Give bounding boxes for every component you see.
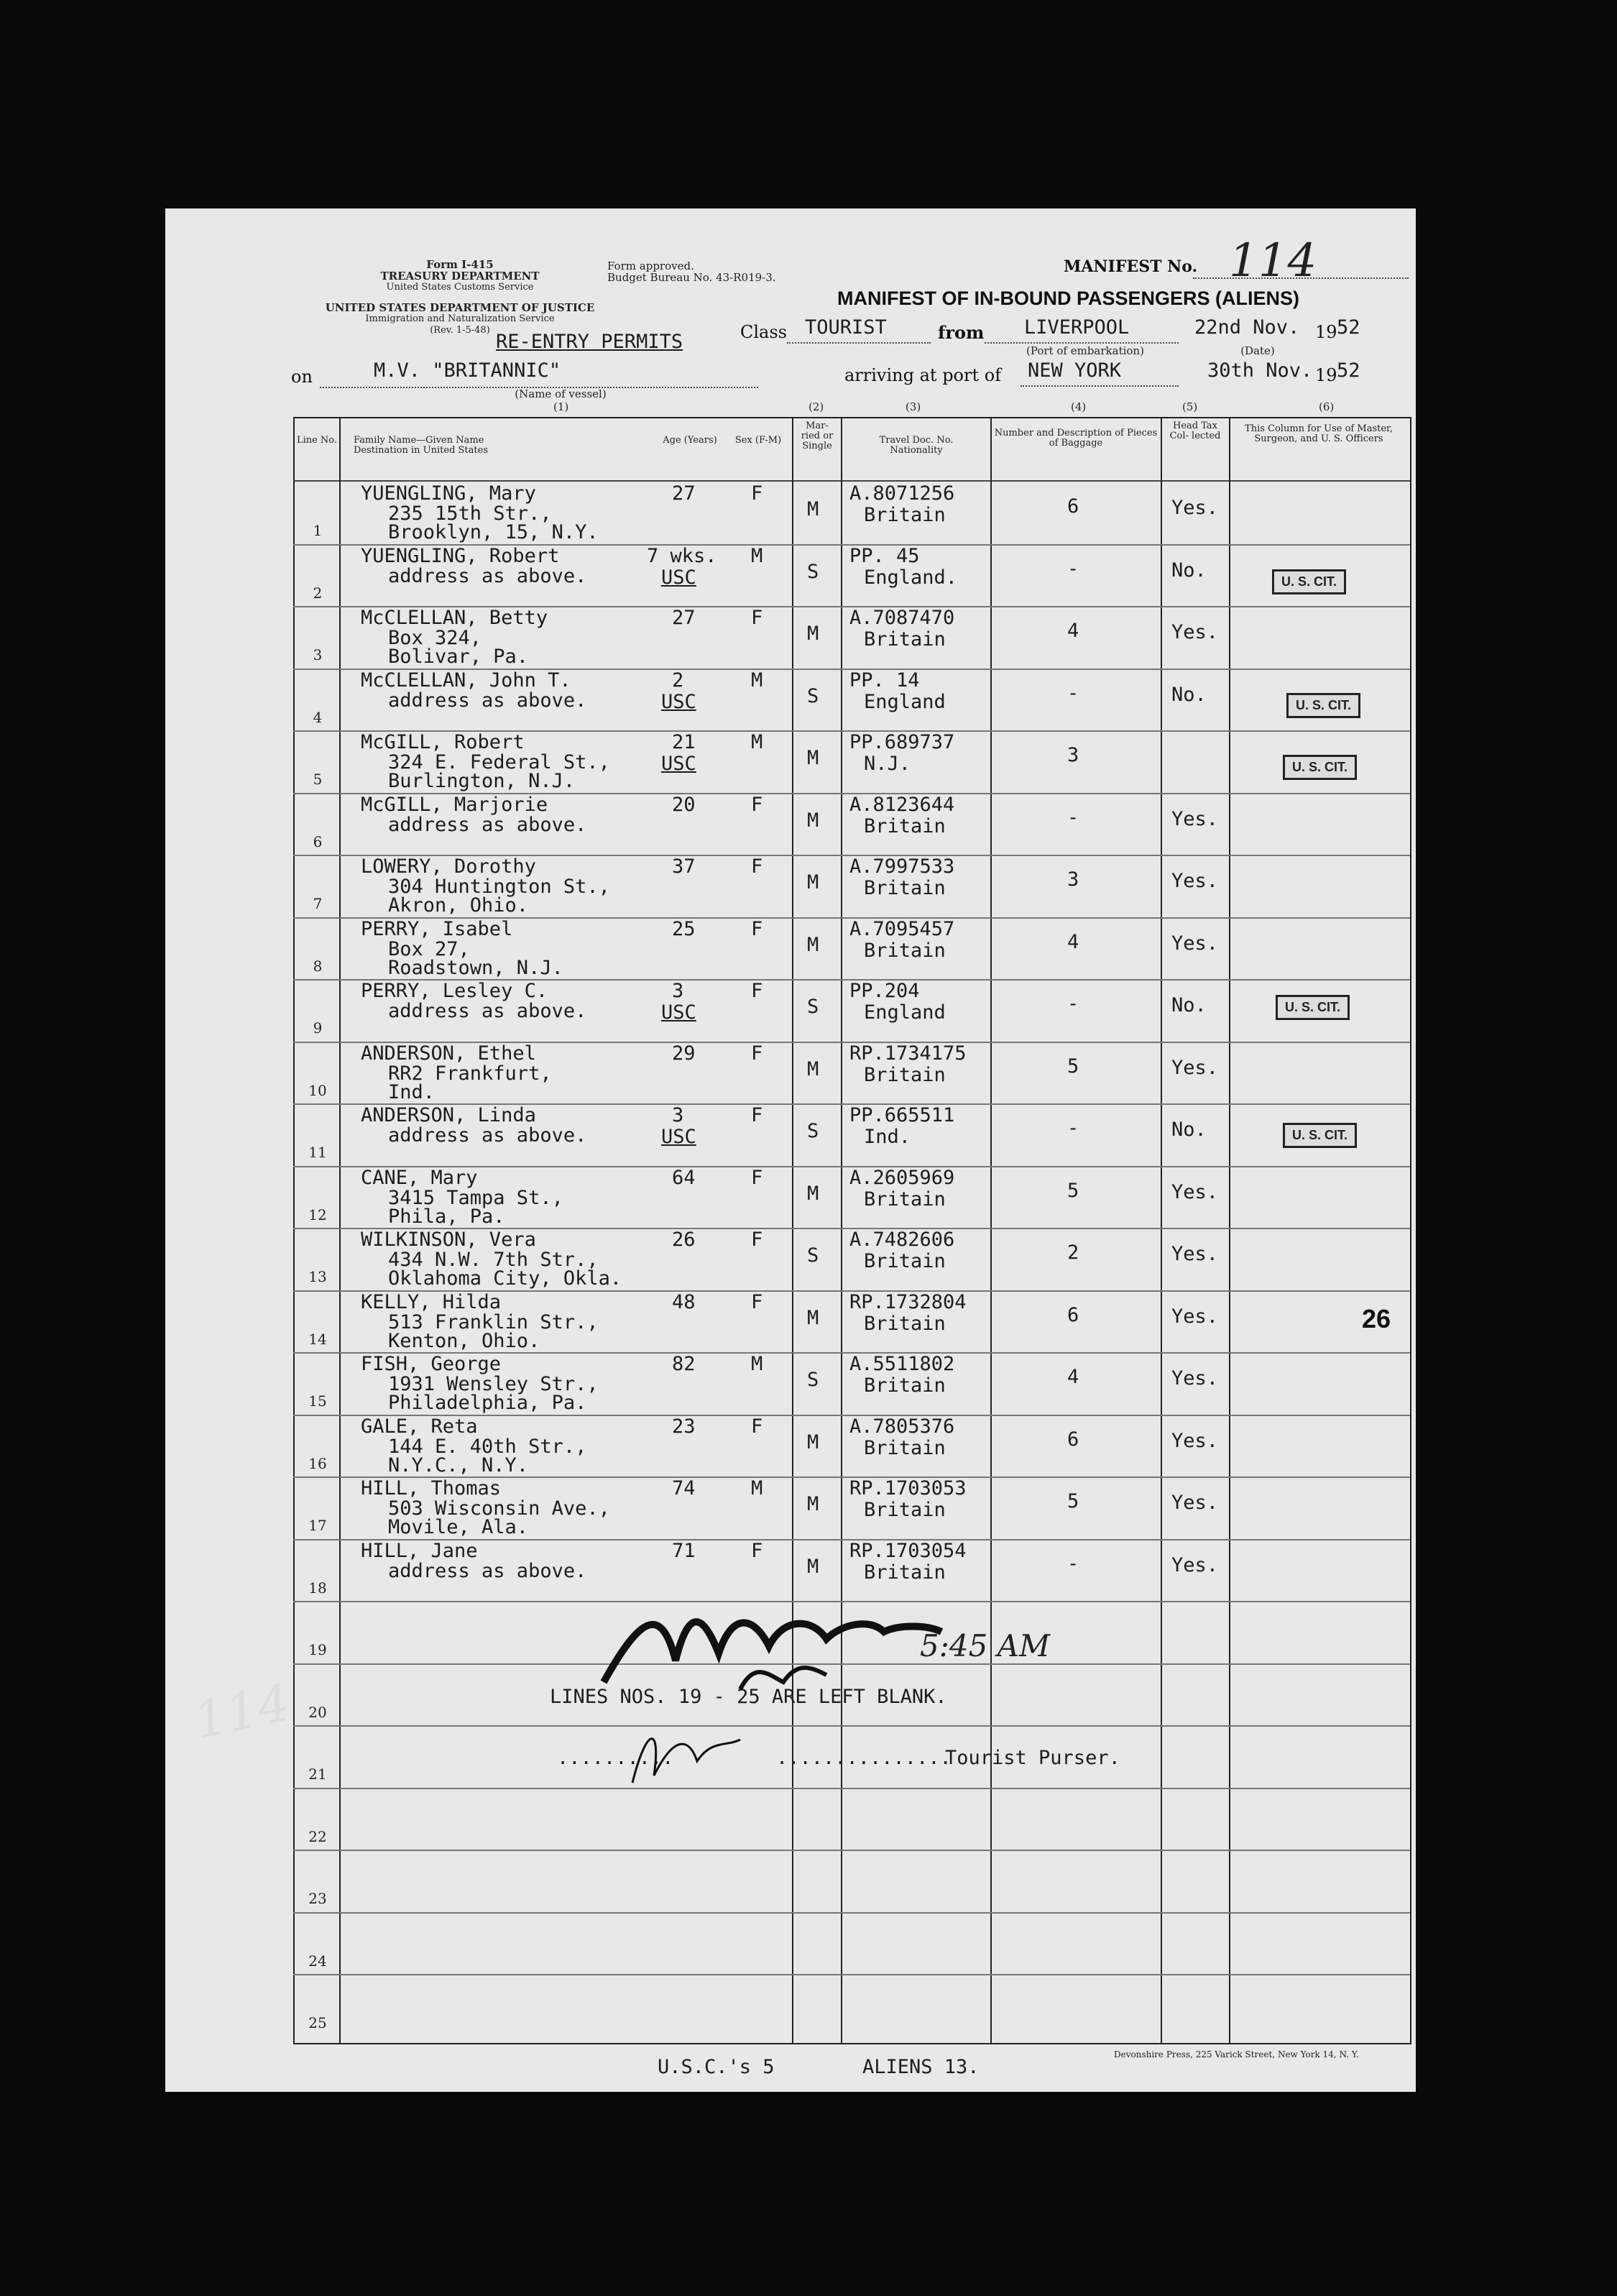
printer-credit: Devonshire Press, 225 Varick Street, New York 14, N. Y. bbox=[1114, 2049, 1360, 2059]
passenger-sex: F bbox=[751, 980, 763, 1002]
nationality: England bbox=[864, 1001, 946, 1024]
nationality: Ind. bbox=[864, 1126, 911, 1148]
col-header-headtax: Head Tax Col- lected bbox=[1169, 421, 1221, 441]
passenger-sex: F bbox=[751, 607, 763, 629]
passenger-address: RR2 Frankfurt, bbox=[388, 1062, 552, 1085]
usc-mark: USC bbox=[661, 690, 696, 713]
head-tax: No. bbox=[1171, 994, 1207, 1016]
passenger-age: 27 bbox=[672, 482, 696, 505]
baggage-count: 6 bbox=[1067, 1428, 1079, 1451]
passenger-sex: M bbox=[751, 1353, 763, 1375]
baggage-count: - bbox=[1067, 557, 1079, 580]
nationality: Britain bbox=[864, 877, 946, 899]
from-line bbox=[985, 342, 1179, 344]
baggage-count: 5 bbox=[1067, 1179, 1079, 1202]
ins-service: Immigration and Naturalization Service bbox=[365, 313, 555, 324]
passenger-name: McCLELLAN, Betty bbox=[361, 607, 548, 629]
passenger-name: CANE, Mary bbox=[361, 1166, 478, 1189]
purser-signature bbox=[618, 1711, 762, 1797]
marital-status: M bbox=[807, 933, 819, 956]
line-number: 4 bbox=[313, 708, 323, 726]
line-number: 18 bbox=[308, 1579, 327, 1597]
line-number: 6 bbox=[313, 832, 323, 850]
year1-prefix: 19 bbox=[1315, 322, 1337, 342]
nationality: Britain bbox=[864, 1374, 946, 1397]
nationality: Britain bbox=[864, 1312, 946, 1335]
col-divider bbox=[339, 417, 341, 2043]
passenger-age: 74 bbox=[672, 1477, 696, 1500]
travel-doc-number: PP.665511 bbox=[849, 1104, 955, 1126]
passenger-name: GALE, Reta bbox=[361, 1415, 478, 1438]
header-divider bbox=[293, 480, 1410, 482]
col-header-name: Family Name—Given Name Destination in United States bbox=[354, 435, 488, 456]
line-number: 19 bbox=[308, 1641, 327, 1658]
passenger-name: McCLELLAN, John T. bbox=[361, 669, 571, 692]
passenger-age: 23 bbox=[672, 1415, 696, 1438]
us-cit-stamp: U. S. CIT. bbox=[1286, 693, 1360, 718]
form-approved: Form approved. bbox=[607, 260, 694, 272]
from-caption: (Port of embarkation) bbox=[1026, 344, 1144, 357]
treasury-dept: TREASURY DEPARTMENT bbox=[380, 270, 540, 283]
marital-status: S bbox=[807, 1244, 819, 1267]
vessel-name: M.V. "BRITANNIC" bbox=[374, 359, 561, 382]
colnum-2: (2) bbox=[808, 400, 824, 413]
class-label: Class bbox=[740, 322, 787, 342]
us-cit-stamp: U. S. CIT. bbox=[1272, 569, 1346, 594]
passenger-name: ANDERSON, Ethel bbox=[361, 1042, 536, 1065]
line-number: 5 bbox=[313, 771, 323, 788]
passenger-sex: M bbox=[751, 544, 763, 567]
passenger-sex: M bbox=[751, 1477, 763, 1500]
head-tax: No. bbox=[1171, 1119, 1207, 1141]
passenger-address-2: Kenton, Ohio. bbox=[388, 1329, 540, 1352]
form-number: Form I-415 bbox=[426, 258, 494, 271]
passenger-name: YUENGLING, Robert bbox=[361, 544, 560, 567]
nationality: Britain bbox=[864, 1188, 946, 1211]
nationality: Britain bbox=[864, 1063, 946, 1086]
port-value: NEW YORK bbox=[1028, 359, 1122, 382]
us-cit-stamp: U. S. CIT. bbox=[1283, 1123, 1357, 1148]
passenger-address: address as above. bbox=[388, 689, 587, 712]
travel-doc-number: PP. 45 bbox=[849, 544, 920, 567]
col-header-line: Line No. bbox=[296, 435, 338, 446]
footer-usc-count: U.S.C.'s 5 bbox=[658, 2056, 775, 2078]
travel-doc-number: A.7095457 bbox=[849, 917, 955, 940]
officer-mark-26: 26 bbox=[1362, 1304, 1391, 1333]
passenger-age: 27 bbox=[672, 607, 696, 629]
port-line bbox=[1021, 385, 1179, 387]
baggage-count: 4 bbox=[1067, 930, 1079, 953]
passenger-address-2: Philadelphia, Pa. bbox=[388, 1392, 587, 1414]
marital-status: M bbox=[807, 1306, 819, 1329]
year1-value: 52 bbox=[1337, 316, 1360, 339]
head-tax: Yes. bbox=[1171, 1429, 1219, 1452]
passenger-name: HILL, Jane bbox=[361, 1539, 478, 1562]
head-tax: Yes. bbox=[1171, 1243, 1219, 1265]
passenger-age: 25 bbox=[672, 917, 696, 940]
marital-status: S bbox=[807, 1369, 819, 1391]
col-header-travel: Travel Doc. No. Nationality bbox=[879, 435, 954, 456]
passenger-address: address as above. bbox=[388, 1559, 587, 1582]
us-cit-stamp: U. S. CIT. bbox=[1283, 755, 1357, 780]
nationality: Britain bbox=[864, 1561, 946, 1584]
baggage-count: 5 bbox=[1067, 1490, 1079, 1512]
handwritten-time: 5:45 AM bbox=[920, 1628, 1051, 1663]
usc-mark: USC bbox=[661, 753, 696, 775]
passenger-age: 71 bbox=[672, 1539, 696, 1562]
travel-doc-number: PP. 14 bbox=[849, 669, 920, 692]
passenger-name: PERRY, Lesley C. bbox=[361, 980, 548, 1002]
line-number: 24 bbox=[308, 1952, 327, 1970]
col-header-officers: This Column for Use of Master, Surgeon, and U. S. Officers bbox=[1245, 423, 1393, 444]
travel-doc-number: RP.1703054 bbox=[849, 1539, 967, 1562]
line-number: 2 bbox=[313, 584, 323, 602]
nationality: Britain bbox=[864, 1436, 946, 1459]
passenger-address: address as above. bbox=[388, 813, 587, 836]
passenger-address: 513 Franklin Str., bbox=[388, 1310, 599, 1333]
line-number: 14 bbox=[308, 1330, 327, 1348]
manifest-page bbox=[165, 208, 1416, 2092]
passenger-name: ANDERSON, Linda bbox=[361, 1104, 536, 1126]
passenger-address: address as above. bbox=[388, 564, 587, 587]
line-number: 25 bbox=[308, 2014, 327, 2031]
class-line bbox=[787, 342, 931, 344]
travel-doc-number: A.7805376 bbox=[849, 1415, 955, 1438]
nationality: Britain bbox=[864, 504, 946, 526]
passenger-name: HILL, Thomas bbox=[361, 1477, 502, 1500]
re-entry-permits: RE-ENTRY PERMITS bbox=[496, 331, 683, 353]
colnum-3: (3) bbox=[906, 400, 921, 413]
line-number: 10 bbox=[308, 1081, 327, 1099]
nationality: N.J. bbox=[864, 753, 911, 775]
colnum-5: (5) bbox=[1182, 400, 1198, 413]
year2-value: 52 bbox=[1337, 359, 1360, 382]
line-number: 1 bbox=[313, 522, 323, 539]
passenger-sex: F bbox=[751, 1104, 763, 1126]
line-number: 20 bbox=[308, 1703, 327, 1721]
passenger-address-2: Roadstown, N.J. bbox=[388, 956, 563, 979]
baggage-count: 2 bbox=[1067, 1241, 1079, 1264]
passenger-address-2: Bolivar, Pa. bbox=[388, 646, 529, 668]
travel-doc-number: A.7997533 bbox=[849, 855, 955, 878]
footer-aliens-count: ALIENS 13. bbox=[862, 2056, 980, 2078]
head-tax: Yes. bbox=[1171, 1056, 1219, 1079]
passenger-address: 235 15th Str., bbox=[388, 502, 552, 525]
passenger-age: 2 bbox=[672, 669, 684, 692]
col-header-married: Mar- ried or Single bbox=[801, 421, 834, 451]
passenger-age: 48 bbox=[672, 1290, 696, 1313]
passenger-age: 21 bbox=[672, 731, 696, 753]
vessel-caption: (Name of vessel) bbox=[515, 387, 607, 400]
passenger-address-2: Movile, Ala. bbox=[388, 1516, 529, 1538]
marital-status: S bbox=[807, 996, 819, 1018]
class-value: TOURIST bbox=[805, 316, 887, 339]
passenger-sex: F bbox=[751, 1290, 763, 1313]
baggage-count: 5 bbox=[1067, 1055, 1079, 1078]
passenger-address-2: Burlington, N.J. bbox=[388, 770, 576, 792]
date2-value: 30th Nov. bbox=[1207, 359, 1313, 382]
line-number: 8 bbox=[313, 957, 323, 975]
passenger-sex: F bbox=[751, 1415, 763, 1438]
baggage-count: - bbox=[1067, 681, 1079, 704]
passenger-sex: F bbox=[751, 1229, 763, 1251]
nationality: England bbox=[864, 690, 946, 713]
baggage-count: - bbox=[1067, 1117, 1079, 1139]
passenger-sex: F bbox=[751, 1539, 763, 1562]
baggage-count: - bbox=[1067, 806, 1079, 829]
col-divider bbox=[1229, 417, 1230, 2043]
passenger-name: YUENGLING, Mary bbox=[361, 482, 536, 505]
passenger-address: address as above. bbox=[388, 1000, 587, 1022]
col-header-sex: Sex (F-M) bbox=[734, 435, 782, 446]
margin-handwritten-114: 114 bbox=[188, 1673, 295, 1750]
passenger-age: 29 bbox=[672, 1042, 696, 1065]
head-tax: Yes. bbox=[1171, 932, 1219, 955]
head-tax: Yes. bbox=[1171, 1305, 1219, 1328]
manifest-title: MANIFEST OF IN-BOUND PASSENGERS (ALIENS) bbox=[837, 288, 1300, 309]
travel-doc-number: A.8123644 bbox=[849, 793, 955, 816]
passenger-address-2: Ind. bbox=[388, 1080, 436, 1103]
passenger-age: 3 bbox=[672, 980, 684, 1002]
usc-mark: USC bbox=[661, 1001, 696, 1024]
passenger-age: 64 bbox=[672, 1166, 696, 1189]
baggage-count: - bbox=[1067, 1552, 1079, 1575]
marital-status: M bbox=[807, 498, 819, 520]
line-number: 12 bbox=[308, 1206, 327, 1223]
passenger-name: LOWERY, Dorothy bbox=[361, 855, 536, 878]
passenger-address: address as above. bbox=[388, 1124, 587, 1147]
arriving-label: arriving at port of bbox=[844, 365, 1002, 385]
passenger-sex: M bbox=[751, 669, 763, 692]
line-number: 13 bbox=[308, 1268, 327, 1285]
passenger-address-2: Brooklyn, 15, N.Y. bbox=[388, 521, 599, 543]
passenger-address: 503 Wisconsin Ave., bbox=[388, 1497, 610, 1520]
nationality: England. bbox=[864, 566, 958, 589]
purser-dots: .......... bbox=[557, 1747, 674, 1769]
date1-value: 22nd Nov. bbox=[1194, 316, 1300, 339]
passenger-age: 3 bbox=[672, 1104, 684, 1126]
head-tax: Yes. bbox=[1171, 497, 1219, 519]
row-divider bbox=[293, 1725, 1410, 1727]
head-tax: Yes. bbox=[1171, 1492, 1219, 1514]
marital-status: M bbox=[807, 1431, 819, 1454]
passenger-address: Box 27, bbox=[388, 937, 470, 960]
line-number: 9 bbox=[313, 1019, 323, 1037]
col-header-baggage: Number and Description of Pieces of Baggage bbox=[994, 428, 1158, 449]
passenger-name: WILKINSON, Vera bbox=[361, 1229, 536, 1251]
passenger-name: McGILL, Robert bbox=[361, 731, 525, 753]
col-divider bbox=[1161, 417, 1162, 2043]
travel-doc-number: PP.689737 bbox=[849, 731, 955, 753]
passenger-address-2: Akron, Ohio. bbox=[388, 894, 529, 917]
passenger-name: FISH, George bbox=[361, 1353, 502, 1375]
revision: (Rev. 1-5-48) bbox=[430, 325, 490, 336]
nationality: Britain bbox=[864, 1250, 946, 1272]
line-number: 23 bbox=[308, 1890, 327, 1907]
marital-status: S bbox=[807, 1120, 819, 1142]
passenger-sex: F bbox=[751, 793, 763, 816]
marital-status: M bbox=[807, 1182, 819, 1205]
marital-status: M bbox=[807, 1493, 819, 1515]
passenger-age: 82 bbox=[672, 1353, 696, 1375]
head-tax: Yes. bbox=[1171, 870, 1219, 892]
usc-mark: USC bbox=[661, 566, 696, 589]
head-tax: Yes. bbox=[1171, 1367, 1219, 1390]
passenger-sex: F bbox=[751, 482, 763, 505]
marital-status: M bbox=[807, 1057, 819, 1080]
passenger-sex: F bbox=[751, 1042, 763, 1065]
marital-status: S bbox=[807, 684, 819, 707]
line-number: 15 bbox=[308, 1392, 327, 1410]
colnum-4: (4) bbox=[1071, 400, 1087, 413]
baggage-count: - bbox=[1067, 993, 1079, 1015]
purser-dots-2: ............... bbox=[776, 1747, 952, 1769]
line-number: 22 bbox=[308, 1827, 327, 1845]
row-divider bbox=[293, 1974, 1410, 1975]
passenger-sex: F bbox=[751, 855, 763, 878]
passenger-name: KELLY, Hilda bbox=[361, 1290, 502, 1313]
travel-doc-number: A.7482606 bbox=[849, 1229, 955, 1251]
colnum-1: (1) bbox=[553, 400, 569, 413]
travel-doc-number: A.8071256 bbox=[849, 482, 955, 505]
passenger-address-2: Oklahoma City, Okla. bbox=[388, 1267, 622, 1290]
row-divider bbox=[293, 1912, 1410, 1914]
passenger-address: 304 Huntington St., bbox=[388, 876, 610, 898]
nationality: Britain bbox=[864, 628, 946, 651]
row-divider bbox=[293, 1788, 1410, 1789]
head-tax: Yes. bbox=[1171, 1180, 1219, 1203]
passenger-address: 144 E. 40th Str., bbox=[388, 1435, 587, 1458]
marital-status: M bbox=[807, 747, 819, 769]
baggage-count: 4 bbox=[1067, 1366, 1079, 1388]
col-divider bbox=[841, 417, 842, 2043]
nationality: Britain bbox=[864, 814, 946, 837]
passenger-sex: F bbox=[751, 917, 763, 940]
travel-doc-number: PP.204 bbox=[849, 980, 920, 1002]
purser-label: Tourist Purser. bbox=[945, 1747, 1120, 1769]
baggage-count: 6 bbox=[1067, 495, 1079, 518]
baggage-count: 6 bbox=[1067, 1303, 1079, 1326]
from-label: from bbox=[938, 322, 985, 343]
nationality: Britain bbox=[864, 939, 946, 962]
passenger-address: 324 E. Federal St., bbox=[388, 751, 610, 773]
usc-mark: USC bbox=[661, 1126, 696, 1148]
marital-status: M bbox=[807, 871, 819, 894]
travel-doc-number: A.7087470 bbox=[849, 607, 955, 629]
row-divider bbox=[293, 1850, 1410, 1851]
on-label: on bbox=[291, 367, 313, 387]
passenger-age: 26 bbox=[672, 1229, 696, 1251]
head-tax: No. bbox=[1171, 683, 1207, 706]
justice-dept: UNITED STATES DEPARTMENT OF JUSTICE bbox=[325, 301, 595, 314]
col-header-age: Age (Years) bbox=[663, 435, 717, 446]
passenger-address-2: Phila, Pa. bbox=[388, 1205, 505, 1228]
passenger-sex: M bbox=[751, 731, 763, 753]
passenger-sex: F bbox=[751, 1166, 763, 1189]
date-caption: (Date) bbox=[1240, 344, 1275, 357]
line-number: 11 bbox=[308, 1144, 327, 1161]
passenger-address: 434 N.W. 7th Str., bbox=[388, 1249, 599, 1271]
budget-bureau: Budget Bureau No. 43-R019-3. bbox=[607, 271, 776, 284]
head-tax: Yes. bbox=[1171, 807, 1219, 830]
us-cit-stamp: U. S. CIT. bbox=[1276, 995, 1350, 1020]
passenger-age: 37 bbox=[672, 855, 696, 878]
manifest-no-label: MANIFEST No. bbox=[1064, 257, 1198, 276]
marital-status: M bbox=[807, 1555, 819, 1578]
blank-lines-note: LINES NOS. 19 - 25 ARE LEFT BLANK. bbox=[550, 1686, 947, 1708]
passenger-address: 3415 Tampa St., bbox=[388, 1186, 563, 1209]
line-number: 17 bbox=[308, 1517, 327, 1534]
year2-prefix: 19 bbox=[1315, 365, 1337, 385]
passenger-address: Box 324, bbox=[388, 627, 482, 649]
from-value: LIVERPOOL bbox=[1024, 316, 1130, 339]
col-divider bbox=[792, 417, 793, 2043]
marital-status: M bbox=[807, 809, 819, 832]
nationality: Britain bbox=[864, 1499, 946, 1521]
baggage-count: 3 bbox=[1067, 868, 1079, 891]
passenger-address-2: N.Y.C., N.Y. bbox=[388, 1454, 529, 1477]
passenger-name: PERRY, Isabel bbox=[361, 917, 513, 940]
travel-doc-number: RP.1703053 bbox=[849, 1477, 967, 1500]
head-tax: Yes. bbox=[1171, 621, 1219, 643]
baggage-count: 3 bbox=[1067, 744, 1079, 766]
head-tax: No. bbox=[1171, 559, 1207, 582]
line-number: 16 bbox=[308, 1454, 327, 1472]
head-tax: Yes. bbox=[1171, 1553, 1219, 1576]
travel-doc-number: A.5511802 bbox=[849, 1353, 955, 1375]
marital-status: M bbox=[807, 623, 819, 645]
line-number: 7 bbox=[313, 895, 323, 912]
customs-service: United States Customs Service bbox=[386, 282, 534, 293]
col-divider bbox=[990, 417, 992, 2043]
line-number: 21 bbox=[308, 1765, 327, 1783]
manifest-no-value: 114 bbox=[1229, 234, 1317, 288]
marital-status: S bbox=[807, 560, 819, 583]
colnum-6: (6) bbox=[1319, 400, 1335, 413]
baggage-count: 4 bbox=[1067, 620, 1079, 642]
passenger-age: 20 bbox=[672, 793, 696, 816]
passenger-address: 1931 Wensley Str., bbox=[388, 1373, 599, 1395]
travel-doc-number: RP.1732804 bbox=[849, 1290, 967, 1313]
passenger-name: McGILL, Marjorie bbox=[361, 793, 548, 816]
travel-doc-number: A.2605969 bbox=[849, 1166, 955, 1189]
line-number: 3 bbox=[313, 646, 323, 663]
passenger-age: 7 wks. bbox=[647, 544, 717, 567]
travel-doc-number: RP.1734175 bbox=[849, 1042, 967, 1065]
